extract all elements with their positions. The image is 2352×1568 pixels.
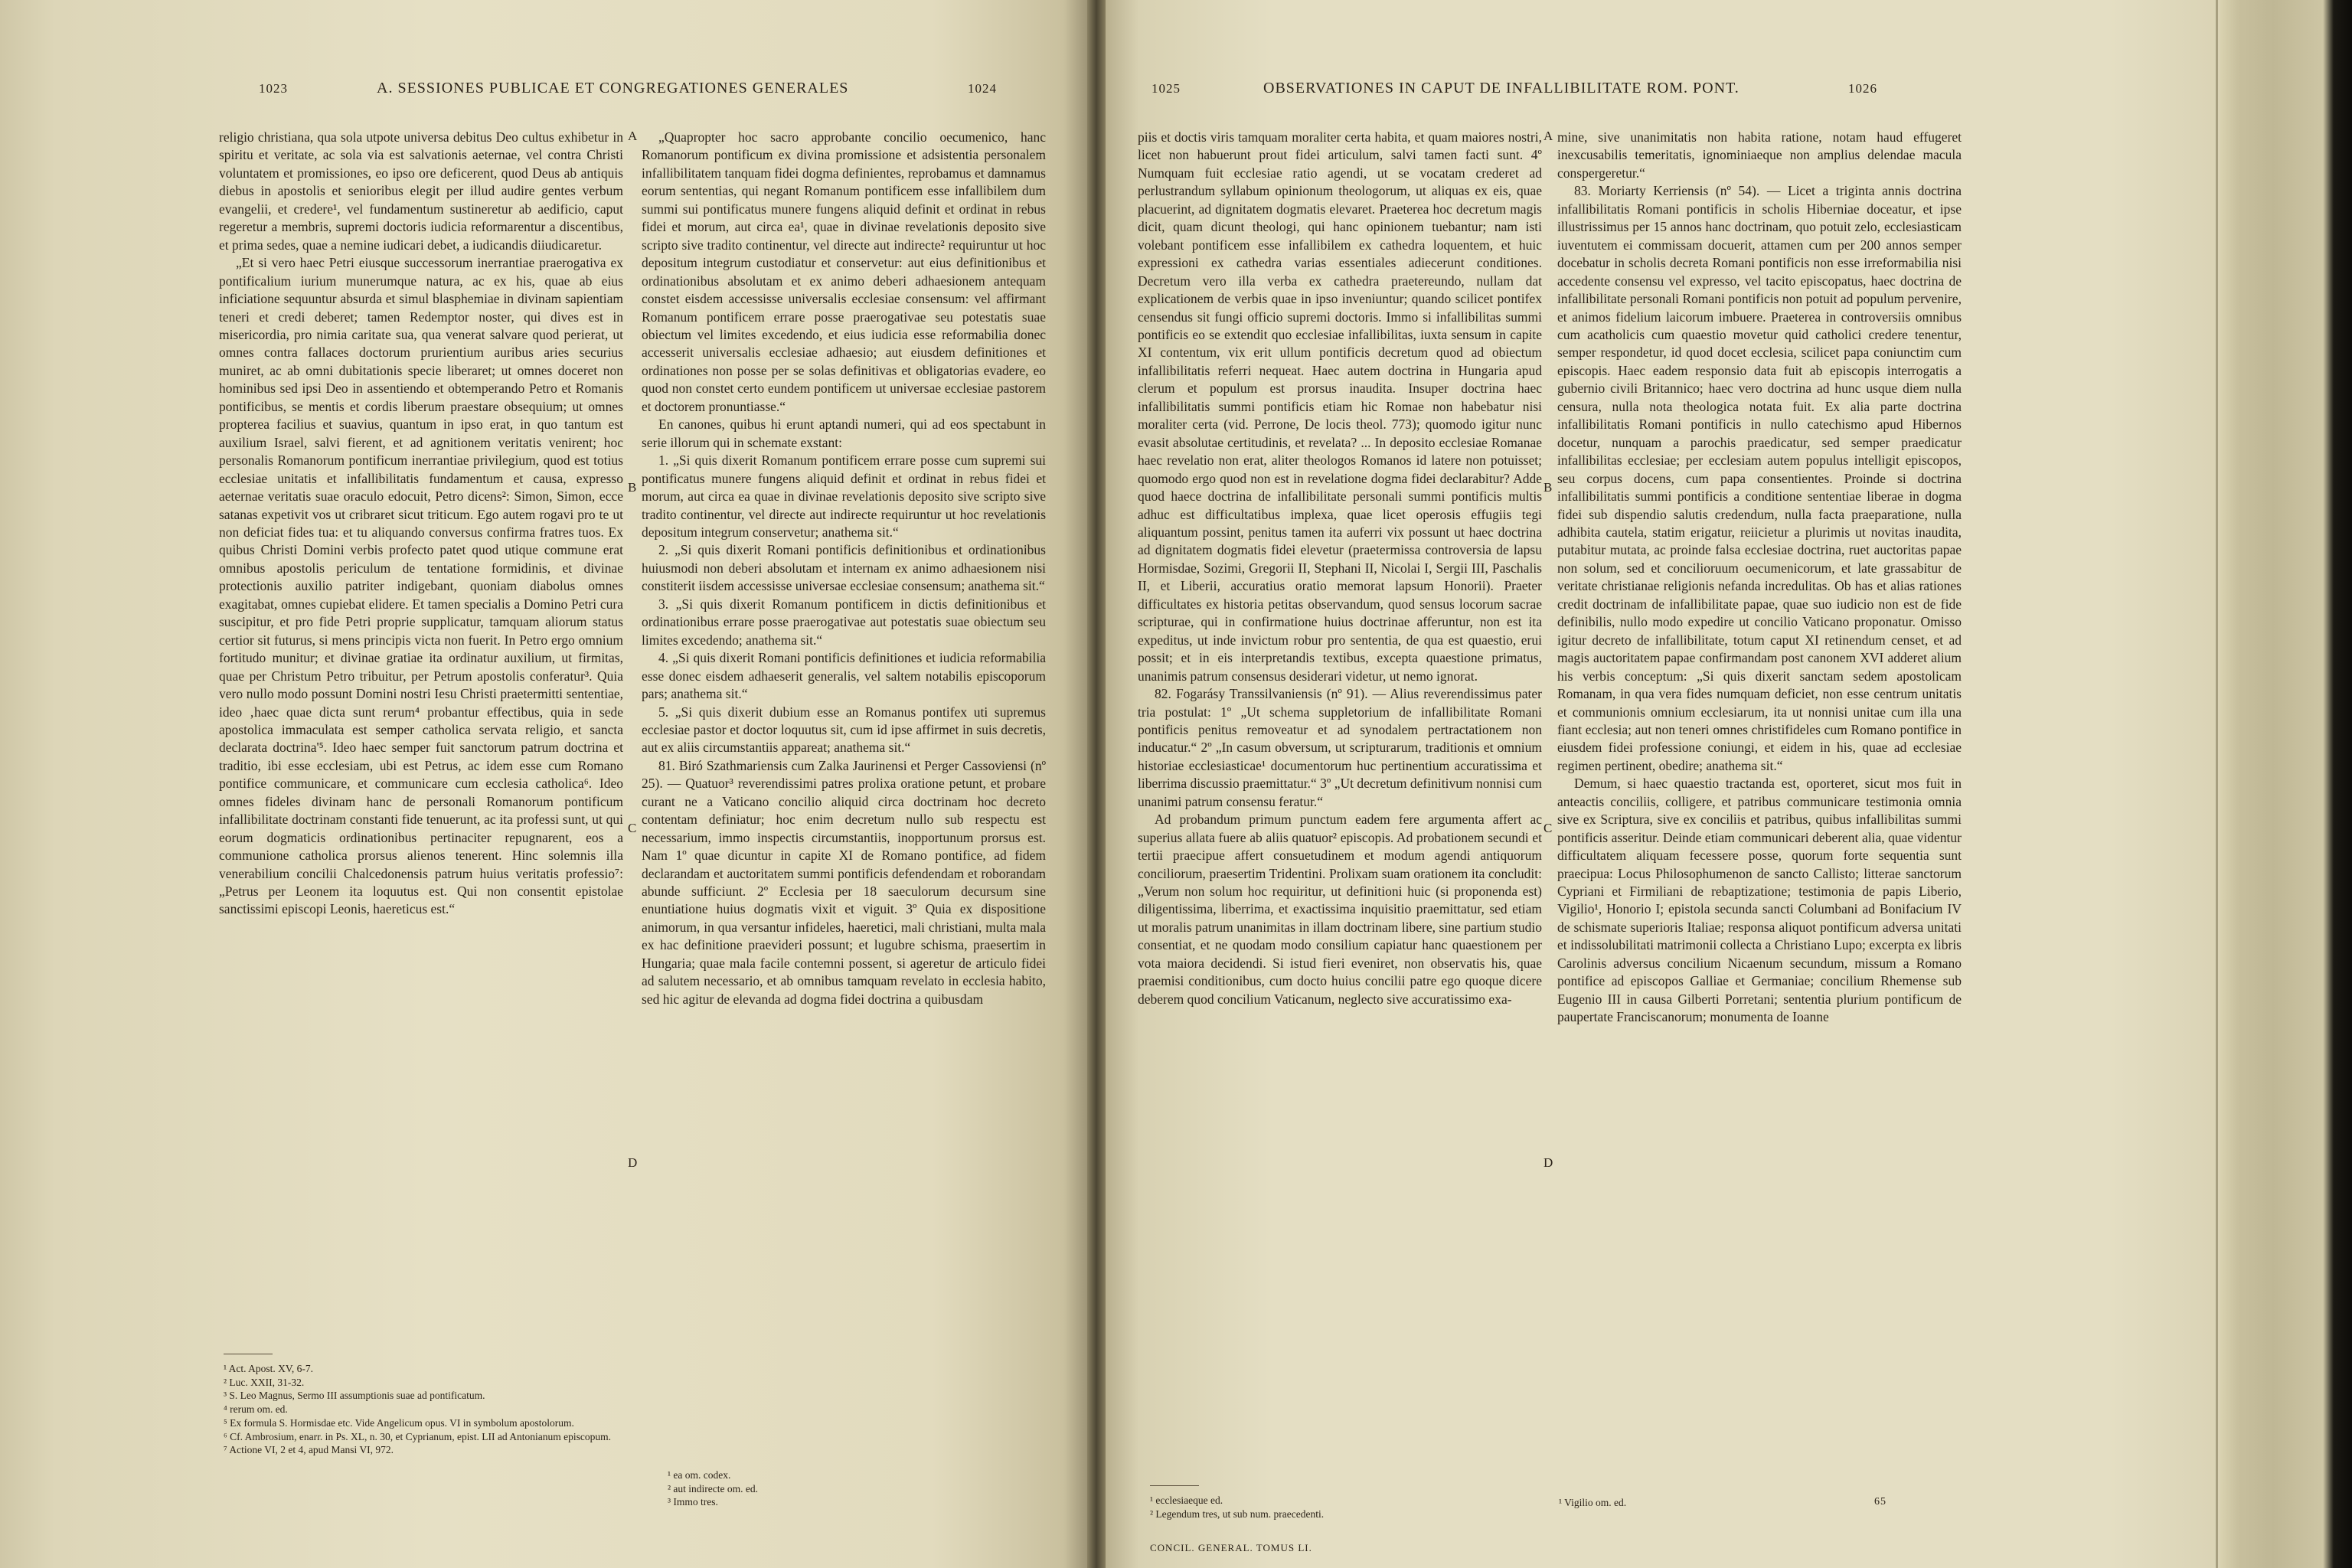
running-title: A. SESSIONES PUBLICAE ET CONGREGATIONES GENERALES (377, 80, 849, 96)
margin-marker-b: B (1544, 480, 1553, 495)
footnote: ³ Immo tres. (668, 1496, 718, 1508)
signature-number: 65 (1874, 1496, 1886, 1508)
canon: 3. „Si quis dixerit Romanum pontificem in dictis definitionibus et ordinationibus errare posse praerogativae aut potestatis suae obiectum seu limites excedendo; anathema sit.“ (642, 596, 1046, 648)
right-page-column-2 (1557, 129, 1962, 1027)
right-page-footnotes-2 (1559, 1496, 1743, 1510)
footnote: ⁷ Actione VI, 2 et 4, apud Mansi VI, 972. (224, 1444, 394, 1456)
page-edge (2216, 0, 2218, 1568)
paragraph: religio christiana, qua sola utpote universa debitus Deo cultus exhibetur in spiritu et veritate, ac sola via est salvationis aeternae, vel contra Christi voluntatem et promissiones, eo ipso ore deficerent, quod Deus ab antiquis diebus in apostolis et senioribus elegit per illud audire gentes verbum evangelii, et credere¹, vel fundamentum sustineretur ab aedificio, caput regeretur a membris, supremi doctoris iudicia reformarentur a discentibus, et prima sedes, quae a nemine iudicari debet, a iudicandis diiudicaretur. (219, 129, 623, 253)
paragraph: mine, sive unanimitatis non habita ratione, notam haud effugeret inexcusabilis temeritatis, ignominiaeque non amplius delendae macula conspergeretur.“ (1557, 129, 1962, 181)
left-page-footnotes-2 (668, 1468, 1066, 1509)
footnote: ³ S. Leo Magnus, Sermo III assumptionis suae ad pontificatum. (224, 1390, 485, 1402)
footnote: ¹ Act. Apost. XV, 6-7. (224, 1363, 314, 1374)
paragraph: 82. Fogarásy Transsilvaniensis (nº 91). — Alius reverendissimus pater tria postulat: 1º „Ut schema suppletorium de infallibilitate Romani pontificis penitus removeatur et ad synodalem pertractationem non inducatur.“ 2º „In casum obversum, ut scripturarum, traditionis et omnium historiae ecclesiasticae¹ documentorum huc pertinentium accuratissima et liberrima discussio praemittatur.“ 3º „Ut decretum definitivum nonnisi cum unanimi patrum consensu feratur.“ (1138, 686, 1542, 809)
canon: 4. „Si quis dixerit Romani pontificis definitiones et iudicia reformabilia esse donec eisdem adhaeserit generalis, vel saltem notabilis episcoporum pars; anathema sit.“ (642, 650, 1046, 702)
page-number-1026: 1026 (1848, 81, 1877, 96)
footnote-rule (1150, 1485, 1199, 1486)
running-title: OBSERVATIONES IN CAPUT DE INFALLIBILITATE ROM. PONT. (1263, 80, 1740, 96)
paragraph: piis et doctis viris tamquam moraliter certa habita, et quam maiores nostri, licet non habuerunt prout fidei articulum, salvi tamen facti sunt. 4º Numquam fuit ecclesiae ratio agendi, ut se vocatam crederet ad perlustrandum syllabum opinionum theologorum, ut aliquas ex eis, quae placuerint, ad dignitatem dogmatis elevaret. Praeterea hoc decretum magis dicit, quam dicunt theologi, qui hanc opinionem tuebantur; nam isti volebant pontificem esse infallibilem ex cathedra loquentem, et huic expressioni ex cathedra varias essentiales adiecerunt conditiones. Decretum vero illa verba ex cathedra praetereundo, nullam dat explicationem de verbis quae in ipso inveniuntur; quando scilicet pontifex censendus sit fungi officio supremi doctoris. Immo si infallibilitas summi pontificis eo se extendit quo ecclesiae infallibilitas, iuxta sensum in capite XI contentum, vix erit ullum pontificis decretum quod ad obiectum infallibilitatis referri nequeat. Haec autem doctrina in Hungaria apud clerum et populum est prorsus inaudita. Insuper doctrina haec infallibilitatis summi pontificis etiam hic Romae non habebatur nisi moraliter certa (vid. Perrone, De locis theol. 773); quomodo igitur nunc evasit absolutae certitudinis, et revelata? ... In deposito ecclesiae Romanae haec revelatio non erat, aliter theologos Romanos id latere non potuisset; quomodo ergo quod non est in revelatione dogma fidei declarabitur? Adde quod haece doctrina de infallibilitate personali summi pontificis multis adhuc est difficultatibus implexa, quae licet operosis effugiis tegi aliquantum possint, penitus tamen ita auferri vix possunt ut haec doctrina ad dignitatem dogmatis fidei elevetur (praetermissa controversia de lapsu Hormisdae, Sozimi, Gregorii II, Stephani II, Nicolai I, Sergii III, Paschalis II, et Liberii, accuratius oratio memorat lapsum Honorii). Praeter difficultates ex historia petitas observandum, quod sensus locorum sacrae scripturae, qui in confirmatione huius doctrinae afferuntur, non est ita expeditus, ut inde invictum robur pro sententia, de qua est quaestio, erui possit; et in eis interpretandis textibus, excepta quaestione primatus, unanimis patrum consensus desiderari videtur, ut nemo ignorat. (1138, 129, 1542, 684)
margin-marker-a: A (1544, 129, 1553, 143)
margin-marker-c: C (628, 821, 637, 835)
paragraph: „Et si vero haec Petri eiusque successorum inerrantiae praerogativa ex pontificalium iurium munerumque natura, ac ex his, quae ab eius inficiatione sequuntur absurda et simul blasphemiae in divinam sapientiam teneri et credi deberet; tamen Redemptor noster, qui dives est in misericordia, pro nimia caritate sua, qua venerat salvare quod perierat, ut omnes contra fallaces doctorum prurientium auribus aries securius muniret, ac ab omni dubitationis specie liberaret; ut omnes doceret non hominibus sed ipsi Deo in assentiendo et obtemperando Petro et Romanis pontificibus, se mentis et cordis liberum praestare obsequium; ut omnes propterea facilius et suavius, quantum in ipso erat, in quo tantum est auxilium Israel, salvi fierent, et ad agnitionem veritatis venirent; hoc personalis Romanorum pontificum inerrantiae privilegium, quod est totius ecclesiae unitatis et infallibilitatis fundamentum et causa, expresso aeternae veritatis suae oraculo edocuit, Petro dicens²: Simon, Simon, ecce satanas expetivit vos ut cribraret sicut triticum. Ego autem rogavi pro te ut non deficiat fides tua: et tu aliquando conversus confirma fratres tuos. Ex quibus Christi Domini verbis profecto patet quod utique commune erat omnibus apostolis periculum de tentatione formidinis, et divinae protectionis auxilio patriter indigebant, quoniam diabolus omnes exagitabat, omnes cupiebat elidere. Et tamen specialis a Domino Petri cura suscipitur, et pro fide Petri proprie supplicatur, tamquam aliorum status certior sit futurus, si mens principis victa non fuerit. In Petro ergo omnium fortitudo munitur; et divinae gratiae ita ordinatur auxilium, ut firmitas, quae per Christum Petro tribuitur, per Petrum apostolis conferatur³. Quia vero nullo modo possunt Domini nostri Iesu Christi praetermitti sententiae, ideo ‚haec quae dicta sunt rerum⁴ probantur effectibus, quia in sede apostolica immaculata est semper catholica servata religio, et sancta declarata doctrina'⁵. Ideo haec semper fuit sanctorum patrum doctrina et traditio, ibi esse ecclesiam, ubi est Petrus, ac idem esse cum Romano pontifice communicare, et communicare cum ecclesia catholica⁶. Ideo omnes fideles divinam hanc de personali Romanorum pontificum infallibilitate doctrinam constanti fide tenuerunt, ac ita professi sunt, ut qui eorum dogmaticis ordinationibus pertinaciter repugnarent, eos a communione catholica prorsus alienos tenerent. Hinc solemnis illa venerabilium concilii Chalcedonensis patrum huius veritatis professio⁷: „Petrus per Leonem ita loquutus est. Qui non consentit epistolae sanctissimi episcopi Leonis, haereticus est.“ (219, 255, 623, 917)
left-page-column-1 (219, 129, 623, 919)
right-page-header (1106, 81, 2220, 100)
left-page-column-2 (642, 129, 1046, 1008)
paragraph: 83. Moriarty Kerriensis (nº 54). — Licet a triginta annis doctrina infallibilitatis Romani pontificis in scholis Hiberniae doceatur, et ipse illustrissimus per 15 annos hanc doctrinam, quo potuit zelo, ecclesiasticam iuventutem ei commissam docuerit, attamen cum per 200 annos semper docebatur in scholis decreta Romani pontificis non esse irreformabilia nisi accedente consensu vel expresso, vel tacito episcopatus, haec doctrina de infallibilitate personali Romani pontificis non potuit ad populum pervenire, et animos fidelium laicorum imbuere. Praeterea in controversiis omnibus cum acatholicis cum quaestio movetur quid catholici credere tenentur, semper respondetur, id quod docet ecclesia, scilicet papa coniunctim cum episcopis. Haec eadem responsio data fuit ab episcopis interrogatis a gubernio civili Britannico; haec vero doctrina ad hunc usque diem nulla censura, nulla nota theologica notata fuit. Ex alia parte doctrina infallibilitatis Romani pontificis in nullo catechismo apud Hibernos docetur, nunquam a parochis praedicatur, sed semper praedicatur infallibilitas ecclesiae; per ecclesiam autem populus intelligit episcopos, seu corpus docens, cum papa consentientes. Proinde si doctrina infallibilitatis summi pontificis a conditione sententiae liberae in dogma fidei sub dispendio salutis credendum, nulla facta praeparatione, nulla adhibita cautela, statim erigatur, reiicietur a plurimis ut novitas inaudita, putabitur mutata, ac proinde falsa ecclesiae doctrina, ruet auctoritas papae non solum, sed et concilioruum oecumenicorum, et late grassabitur de veritate christianae religionis nefanda incredulitas. Ob has et alias rationes credit doctrinam de infallibilitate papae, quae suo iudicio non est de fide definibilis, nullo modo expedire ut concilio Vaticano proponatur. Omisso igitur decreto de infallibilitate, totum caput XI retinendum censet, et ad magis auctoritatem papae confirmandam post canonem XVI adderet alium his verbis conceptum: „Si quis dixerit sanctam sedem apostolicam Romanam, in qua vera fides numquam deficiet, non esse centrum unitatis et communionis omnium ecclesiarum, ita ut nonnisi unitae cum illa una fiant ecclesia; aut non teneri omnes christifideles cum Romano pontifice in eiusdem fidei professione coniungi, et eidem in his, quae ad ecclesiae regimen pertinent, obedire; anathema sit.“ (1557, 183, 1962, 773)
paragraph: 81. Biró Szathmariensis cum Zalka Jaurinensi et Perger Cassoviensi (nº 25). — Quatuor³ reverendissimi patres prolixa oratione petunt, et probare curant ne a Vaticano concilio aliquid circa doctrinam hoc decreto contentam definiatur; hoc enim decretum nullo sub respectu est necessarium, immo inspectis circumstantiis, inopportunum prorsus est. Nam 1º quae dicuntur in capite XI de Romano pontifice, ad fidem declarandam et auctoritatem summi pontificis defendendam et roborandam abunde sufficiunt. 2º Ecclesia per 18 saeculorum decursum sine enuntiatione huius dogmatis vixit et viguit. 3º Quia ex dispositione animorum, in qua versantur infideles, haeretici, mali christiani, multa mala ex hac definitione praevideri possunt; et lugubre schisma, praesertim in Hungaria; quae mala facile contemni possent, si ageretur de articulo fidei ad salutem necessario, et ab omnibus tamquam revelato in ecclesia habito, sed hic agitur de elevanda ad dogma fidei doctrina a quibusdam (642, 757, 1046, 1007)
canon: 1. „Si quis dixerit Romanum pontificem errare posse cum supremi sui pontificatus munere fungens aliquid definit et ordinat in rebus fidei et morum, aut circa ea quae in divinae revelationis deposito sive scripto sive tradito continentur, vel directe aut indirecte requiruntur ut hoc revelationis depositum integrum conservetur; anathema sit.“ (642, 452, 1046, 540)
footnote: ¹ ecclesiaeque ed. (1150, 1494, 1223, 1506)
right-page-column-1 (1138, 129, 1542, 1008)
paragraph: En canones, quibus hi erunt aptandi numeri, qui ad eos spectabunt in serie illorum qui in schemate exstant: (642, 416, 1046, 450)
margin-marker-d: D (628, 1155, 638, 1170)
footnote: ¹ Vigilio om. ed. (1559, 1497, 1627, 1508)
left-page (0, 0, 1096, 1568)
paragraph: „Quapropter hoc sacro approbante concilio oecumenico, hanc Romanorum pontificum ex divina promissione et adsistentia personalem infallibilitatem tanquam fidei dogma definientes, reprobamus et damnamus eorum sententias, qui negant Romanum pontificem esse infallibilem dum summi sui pontificatus munere fungens aliquid definit et ordinat in rebus fidei et morum, aut circa ea¹, quae in divinae revelationis deposito sive scripto sive tradito continentur, vel directe aut indirecte² requiruntur ut hoc depositum integrum custodiatur et conservetur: aut eius definitionibus et ordinationibus absolutam et ex animo deberi adhaesionem antequam constet eisdem accessisse universalis ecclesiae consensum: vel affirmant Romanum pontificem errare posse praerogativae seu potestatis suae obiectum vel limites excedendo, et eius iudicia esse reformabilia donec accesserit universalis ecclesiae adhaesio; aut eiusdem definitiones et ordinationes non posse per se solas definitivas et obligatorias evadere, eo quod non constet certo eundem pontificem ut universae ecclesiae pastorem et doctorem pronuntiasse.“ (642, 129, 1046, 414)
footnote: ⁶ Cf. Ambrosium, enarr. in Ps. XL, n. 30, et Cyprianum, epist. LII ad Antonianum episcopum. (224, 1430, 612, 1442)
book-gutter (1087, 0, 1106, 1568)
book-edge-shadow (2220, 0, 2352, 1568)
margin-marker-c: C (1544, 821, 1553, 835)
footnote: ² Luc. XXII, 31-32. (224, 1376, 305, 1388)
right-page (1106, 0, 2220, 1568)
signature-mark: CONCIL. GENERAL. TOMUS LI. (1150, 1542, 1312, 1553)
margin-marker-a: A (628, 129, 638, 143)
page-number-1025: 1025 (1152, 81, 1181, 96)
canon: 5. „Si quis dixerit dubium esse an Romanus pontifex uti supremus ecclesiae pastor et doctor loquutus sit, cum id ipse affirmet in suis decretis, aut ex aliis circumstantiis appareat; anathema sit.“ (642, 704, 1046, 756)
right-page-footnotes-1 (1150, 1485, 1548, 1521)
footnote: ¹ ea om. codex. (668, 1469, 731, 1481)
footnote: ² aut indirecte om. ed. (668, 1482, 759, 1494)
canon: 2. „Si quis dixerit Romani pontificis definitionibus et ordinationibus huiusmodi non deberi absolutam et internam ex animo adhaesionem nisi constiterit iisdem accessisse universae ecclesiae consensum; anathema sit.“ (642, 542, 1046, 594)
paragraph: Ad probandum primum punctum eadem fere argumenta affert ac superius allata fuere ab aliis quatuor² episcopis. Ad probationem secundi et tertii praecipue affert consuetudinem et modum agendi antiquorum conciliorum, praesertim Tridentini. Prolixam suam orationem ita concludit: „Verum non solum hoc requiritur, ut definitioni huic (si proponenda est) diligentissima, liberrima, et exactissima inquisitio praemittatur, sed etiam ut moralis patrum unanimitas in illam doctrinam libere, sine partium studio consentiat, et ne quodam modo consilium capiatur hanc quaestionem per vota maiora decidendi. Si istud fieri eveniret, non observatis his, quae praemisi conditionibus, cum docto huius concilii patre ego quoque dicere deberem quod concilium Vaticanum, neglecto sive accuratissimo exa- (1138, 812, 1542, 1007)
page-number-1023: 1023 (259, 81, 288, 96)
left-page-footnotes-1 (224, 1354, 622, 1457)
paragraph: Demum, si haec quaestio tractanda est, oporteret, sicut mos fuit in anteactis conciliis, colligere, et patribus communicare testimonia omnia sive ex Scriptura, sive ex conciliis et patribus, quibus infallibilitas summi pontificis asseritur. Deinde etiam communicari deberent alia, quae videntur difficultatem aliquam fecessere posse, quorum forte sequentia sunt praecipua: Locus Philosophumenon de sancto Callisto; litterae sanctorum Cypriani et Firmiliani de rebaptizatione; testimonia de papis Liberio, Vigilio¹, Honorio I; epistola secunda sancti Columbani ad Bonifacium IV de schismate superioris Italiae; responsa aliquot pontificum adversa unitati et indissolubilitati matrimonii collecta a Christiano Lupo; excerpta ex libris Carolinis adversus concilium Nicaenum secundum, missum a Romano pontifice ad episcopos Galliae et Germaniae; concilium Rhemense sub Eugenio III in causa Gilberti Porretani; sententia plurium pontificum de paupertate Franciscanorum; monumenta de Ioanne (1557, 776, 1962, 1025)
footnote: ⁵ Ex formula S. Hormisdae etc. Vide Angelicum opus. VI in symbolum apostolorum. (224, 1416, 574, 1429)
margin-marker-b: B (628, 480, 637, 495)
footnote: ² Legendum tres, ut sub num. praecedenti. (1150, 1508, 1325, 1520)
margin-marker-d: D (1544, 1155, 1553, 1170)
left-page-header (0, 81, 1096, 100)
footnote: ⁴ rerum om. ed. (224, 1403, 288, 1416)
page-number-1024: 1024 (968, 81, 997, 96)
